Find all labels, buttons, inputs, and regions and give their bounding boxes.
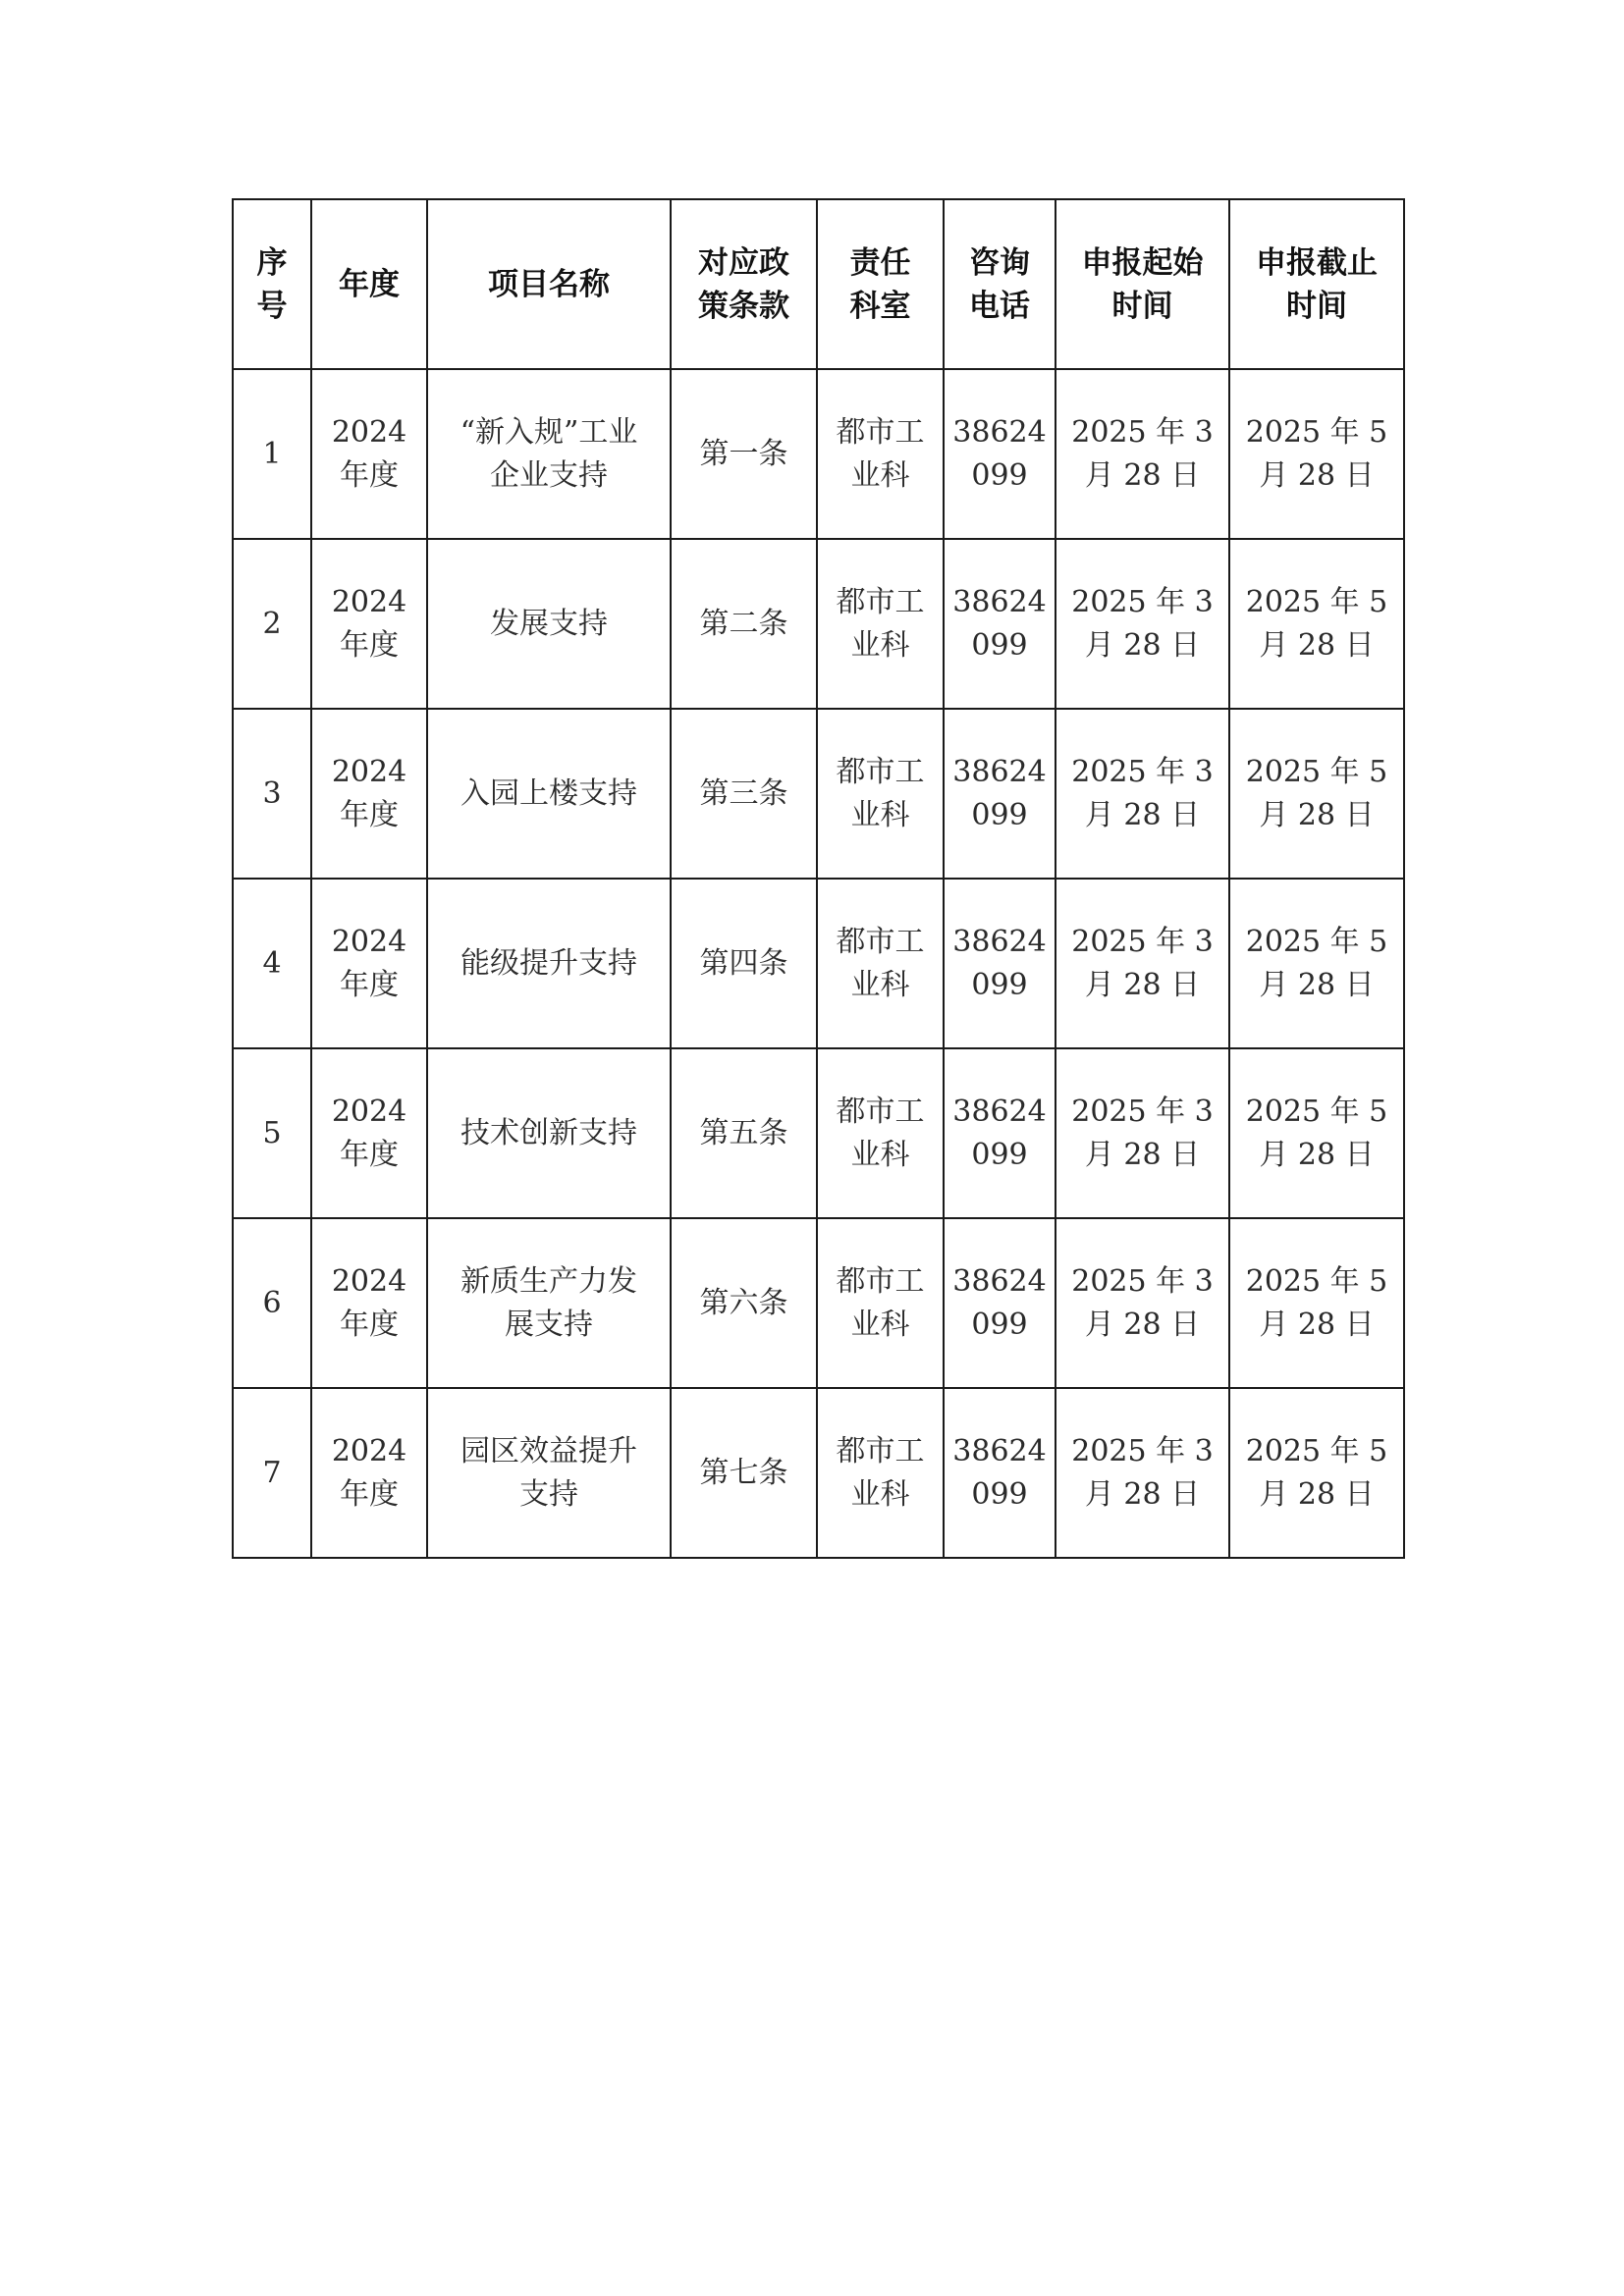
cell-year: 2024 年度 xyxy=(311,1048,427,1218)
cell-end-time: 2025 年 5 月 28 日 xyxy=(1229,539,1404,709)
header-end-time: 申报截止 时间 xyxy=(1229,199,1404,369)
cell-end-time: 2025 年 5 月 28 日 xyxy=(1229,709,1404,879)
cell-policy-clause: 第五条 xyxy=(671,1048,817,1218)
header-start-time: 申报起始 时间 xyxy=(1056,199,1229,369)
cell-responsible-dept: 都市工 业科 xyxy=(817,1048,944,1218)
table-row xyxy=(233,539,1404,709)
cell-seq: 4 xyxy=(233,879,311,1048)
cell-phone: 38624 099 xyxy=(944,879,1056,1048)
cell-phone: 38624 099 xyxy=(944,1218,1056,1388)
cell-end-time: 2025 年 5 月 28 日 xyxy=(1229,1048,1404,1218)
table-row xyxy=(233,1048,1404,1218)
cell-start-time: 2025 年 3 月 28 日 xyxy=(1056,1388,1229,1558)
cell-start-time: 2025 年 3 月 28 日 xyxy=(1056,369,1229,539)
cell-start-time: 2025 年 3 月 28 日 xyxy=(1056,1218,1229,1388)
cell-policy-clause: 第七条 xyxy=(671,1388,817,1558)
cell-responsible-dept: 都市工 业科 xyxy=(817,1218,944,1388)
header-phone: 咨询 电话 xyxy=(944,199,1056,369)
cell-seq: 3 xyxy=(233,709,311,879)
cell-phone: 38624 099 xyxy=(944,539,1056,709)
table-row xyxy=(233,879,1404,1048)
cell-start-time: 2025 年 3 月 28 日 xyxy=(1056,879,1229,1048)
cell-year: 2024 年度 xyxy=(311,539,427,709)
cell-project-name: 发展支持 xyxy=(427,539,671,709)
table-row xyxy=(233,709,1404,879)
table-row xyxy=(233,1388,1404,1558)
cell-start-time: 2025 年 3 月 28 日 xyxy=(1056,709,1229,879)
cell-project-name: 技术创新支持 xyxy=(427,1048,671,1218)
cell-responsible-dept: 都市工 业科 xyxy=(817,539,944,709)
cell-year: 2024 年度 xyxy=(311,1388,427,1558)
table-row xyxy=(233,369,1404,539)
header-year: 年度 xyxy=(311,199,427,369)
header-project-name: 项目名称 xyxy=(427,199,671,369)
cell-seq: 1 xyxy=(233,369,311,539)
cell-seq: 6 xyxy=(233,1218,311,1388)
cell-end-time: 2025 年 5 月 28 日 xyxy=(1229,879,1404,1048)
cell-policy-clause: 第二条 xyxy=(671,539,817,709)
cell-seq: 5 xyxy=(233,1048,311,1218)
cell-start-time: 2025 年 3 月 28 日 xyxy=(1056,1048,1229,1218)
cell-responsible-dept: 都市工 业科 xyxy=(817,369,944,539)
cell-phone: 38624 099 xyxy=(944,369,1056,539)
cell-project-name: 能级提升支持 xyxy=(427,879,671,1048)
table-body xyxy=(233,369,1404,1558)
cell-end-time: 2025 年 5 月 28 日 xyxy=(1229,1388,1404,1558)
header-policy-clause: 对应政 策条款 xyxy=(671,199,817,369)
cell-project-name: “新入规”工业 企业支持 xyxy=(427,369,671,539)
header-responsible-dept: 责任 科室 xyxy=(817,199,944,369)
table-row xyxy=(233,1218,1404,1388)
header-row xyxy=(233,199,1404,369)
cell-year: 2024 年度 xyxy=(311,879,427,1048)
table-header xyxy=(233,199,1404,369)
cell-project-name: 入园上楼支持 xyxy=(427,709,671,879)
header-seq: 序 号 xyxy=(233,199,311,369)
cell-end-time: 2025 年 5 月 28 日 xyxy=(1229,1218,1404,1388)
cell-policy-clause: 第六条 xyxy=(671,1218,817,1388)
cell-seq: 2 xyxy=(233,539,311,709)
cell-phone: 38624 099 xyxy=(944,1388,1056,1558)
cell-project-name: 园区效益提升 支持 xyxy=(427,1388,671,1558)
cell-seq: 7 xyxy=(233,1388,311,1558)
policy-project-table xyxy=(232,198,1405,1559)
cell-year: 2024 年度 xyxy=(311,1218,427,1388)
cell-project-name: 新质生产力发 展支持 xyxy=(427,1218,671,1388)
cell-phone: 38624 099 xyxy=(944,709,1056,879)
cell-policy-clause: 第一条 xyxy=(671,369,817,539)
cell-policy-clause: 第四条 xyxy=(671,879,817,1048)
cell-year: 2024 年度 xyxy=(311,369,427,539)
cell-year: 2024 年度 xyxy=(311,709,427,879)
cell-policy-clause: 第三条 xyxy=(671,709,817,879)
cell-responsible-dept: 都市工 业科 xyxy=(817,1388,944,1558)
cell-responsible-dept: 都市工 业科 xyxy=(817,709,944,879)
cell-end-time: 2025 年 5 月 28 日 xyxy=(1229,369,1404,539)
cell-start-time: 2025 年 3 月 28 日 xyxy=(1056,539,1229,709)
cell-responsible-dept: 都市工 业科 xyxy=(817,879,944,1048)
cell-phone: 38624 099 xyxy=(944,1048,1056,1218)
